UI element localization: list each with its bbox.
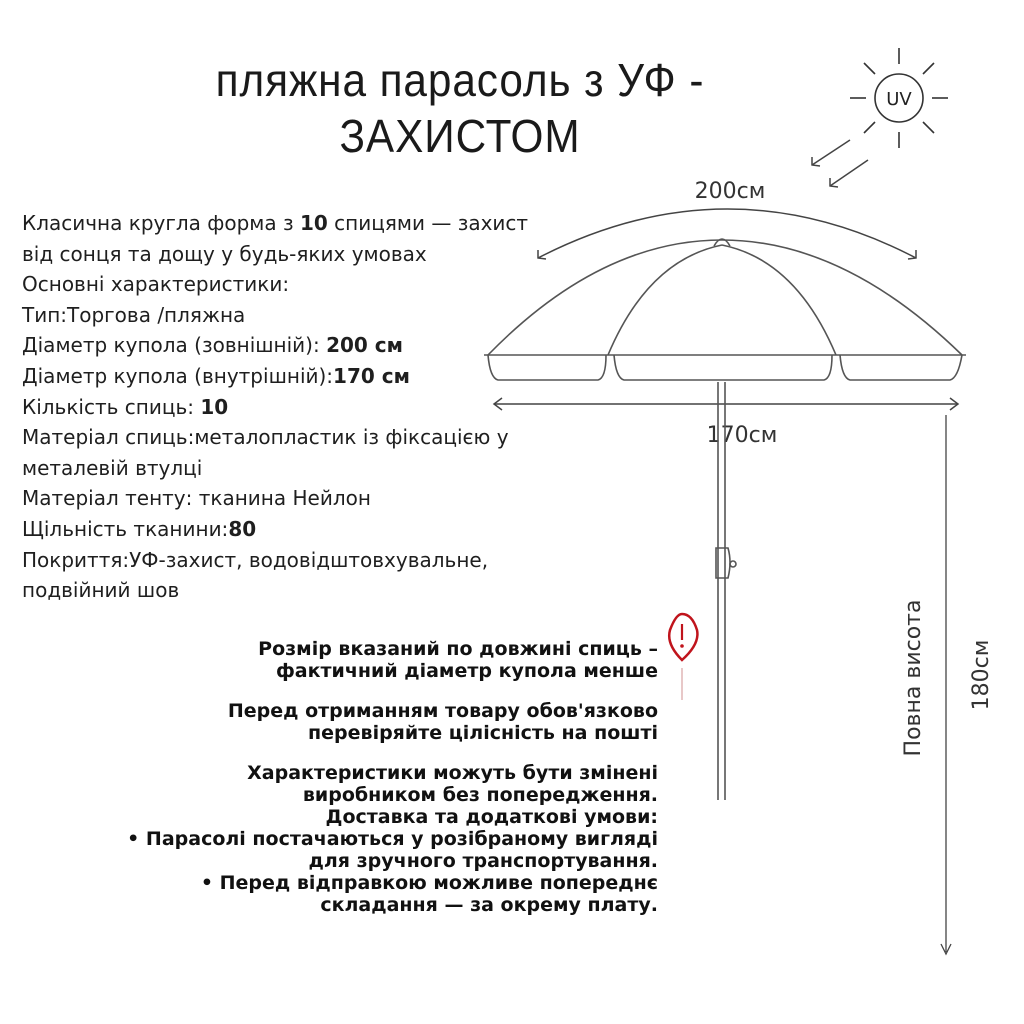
- warning-icon: [669, 614, 697, 700]
- title-line-1: пляжна парасоль з УФ -: [215, 54, 705, 106]
- spec-canopy-material: Матеріал тенту: тканина Нейлон: [22, 486, 371, 511]
- spec-rib-material-1: Матеріал спиць:металопластик із фіксацією у: [22, 425, 509, 450]
- spec-inner-diameter: Діаметр купола (внутрішній):170 см: [22, 363, 410, 388]
- uv-label: UV: [886, 89, 912, 110]
- intro-line-1: Класична кругла форма з 10 спицями — захист: [22, 211, 529, 235]
- bottom-width-label: 170см: [706, 423, 778, 448]
- intro-line-2: від сонця та дощу у будь-яких умовах: [22, 241, 427, 266]
- height-dimension: [941, 415, 951, 954]
- spec-outer-diameter: Діаметр купола (зовнішній): 200 см: [22, 333, 404, 358]
- uv-ray-arrows-icon: [812, 140, 868, 187]
- top-arc-label: 200см: [694, 179, 766, 204]
- spec-type: Тип:Торгова /пляжна: [22, 302, 246, 327]
- size-warning-note: Розмір вказаний по довжині спиць – фактичний діаметр купола менше: [258, 638, 658, 682]
- page-title: [184, 52, 736, 164]
- spec-density: Щільність тканини:80: [22, 516, 257, 541]
- title-line-2: ЗАХИСТОМ: [339, 110, 581, 162]
- check-warning-note: Перед отриманням товару обов'язково перевіряйте цілісність на пошті: [227, 700, 658, 744]
- specs-heading: Основні характеристики:: [22, 272, 290, 297]
- spec-coating-1: Покриття:УФ-захист, водовідштовхувальне,: [22, 547, 489, 572]
- spec-rib-material-2: металевій втулці: [22, 455, 203, 480]
- notes-section: [40, 638, 658, 934]
- height-label: 180см: [969, 639, 994, 711]
- conditions-note: Характеристики можуть бути змінені виробником без попередження. Доставка та додаткові умови: • Парасолі постачаються у розібраному вигляді для зручного транспортування. • Перед відправкою можливе попереднє складання — за окрему плату.: [127, 762, 658, 916]
- spec-coating-2: подвійний шов: [22, 578, 180, 603]
- height-caption: Повна висота: [901, 599, 926, 757]
- specifications-list: [22, 208, 622, 606]
- spec-ribs-count: Кількість спиць: 10: [22, 394, 229, 419]
